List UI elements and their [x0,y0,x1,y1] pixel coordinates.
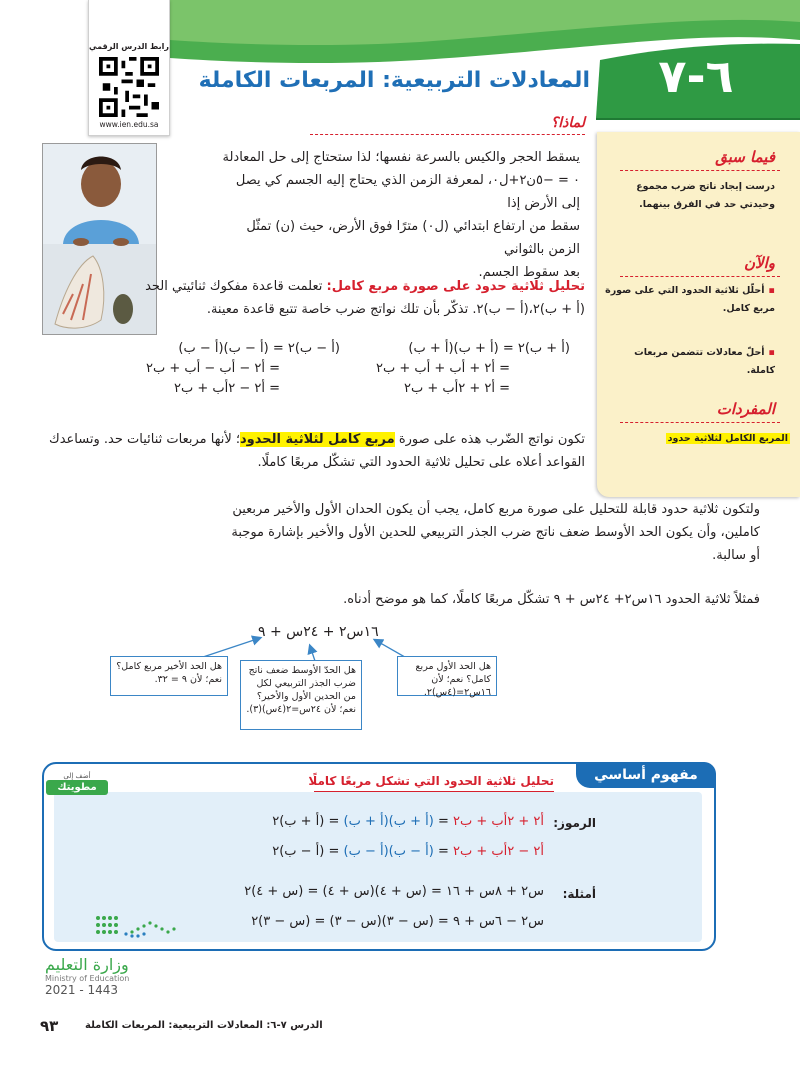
example-expression: ١٦س٢ + ٢٤س + ٩ [258,624,379,640]
why-heading: لماذا؟ [550,115,585,131]
square-difference-expansion: (أ − ب)٢ = (أ − ب)(أ − ب) = أ٢ − أب − أب + ب٢ = أ٢ − ٢أب + ب٢ [145,341,340,396]
ministry-arabic: وزارة التعليم [45,955,129,974]
vocab-underline [620,422,780,423]
now-bullet-1: ▪أحلّل ثلاثية الحدود التي على صورة مربع كامل. [605,285,775,314]
concept-tab: مفهوم أساسي [576,762,716,788]
now-heading: والآن [744,254,775,272]
ministry-logo [45,955,185,1020]
vocab-term[interactable]: المربع الكامل لثلاثية حدود [667,433,788,444]
now-underline [620,276,780,277]
page-footer [40,1015,760,1039]
previous-underline [620,170,780,171]
conditions-paragraph: ولتكون ثلاثية حدود قابلة للتحليل على صورة مربع كامل، يجب أن يكون الحدان الأول والأخير مربعين كاملين، وأن يكون الحد الأوسط ضعف ناتج ضرب الجذر التربيعي للحدين الأول والأخير بإشارة موجبة أو سالبة. [231,502,760,563]
symbols-label: الرموز: [553,816,596,830]
perfect-square-term: مربع كامل لثلاثية الحدود [240,432,395,447]
now-bullet-2: ▪أحلّ معادلات تتضمن مربعات كاملة. [634,347,775,376]
page-number: ٩٣ [40,1017,59,1035]
why-paragraph: يسقط الحجر والكيس بالسرعة نفسها؛ لذا ستحتاج إلى حل المعادلة ٠ = −٥ن٢+ل٠، لمعرفة الزمن الذي يحتاج إليه الجسم كي يصل إلى الأرض إذا سقط من ارتفاع ابتدائي (ل٠) مترًا فوق الأرض، حيث (ن) تمثّل الزمن بالثواني بعد سقوط الجسم. [222,150,580,280]
symbol-row-1: أ٢ + ٢أب + ب٢ = (أ + ب)(أ + ب) = (أ + ب)٢ [272,814,544,829]
key-concept-box [42,762,716,951]
footer-lesson: الدرس ٧-٦: المعادلات التربيعية: المربعات الكاملة [85,1020,323,1031]
vocab-heading: المفردات [716,400,775,418]
why-underline [310,134,585,135]
previous-heading: فيما سبق [715,148,775,166]
factoring-intro: تحليل ثلاثية حدود على صورة مربع كامل: تعلمت قاعدة مفكوك ثنائيتي الحد (أ + ب)٢،(أ − ب)٢. تذكّر بأن تلك نواتج ضرب خاصة تتبع قاعدة معينة. [145,279,585,317]
qr-caption: رابط الدرس الرقمي [89,42,169,51]
ministry-year: 2021 - 1443 [45,983,119,997]
perfect-square-paragraph: تكون نواتج الضّرب هذه على صورة مربع كامل لثلاثية الحدود؛ لأنها مربعات ثنائيات حد. وتساعدك القواعد أعلاه على تحليل ثلاثية الحدود التي تشكّل مربعًا كاملًا. [49,432,585,470]
qr-code-icon[interactable] [97,57,161,117]
ministry-english: Ministry of Education [45,974,130,983]
example-intro: فمثلاً ثلاثية الحدود ١٦س٢+ ٢٤س + ٩ تشكّل مربعًا كاملًا، كما هو موضح أدناه. [343,592,760,607]
callout-first-term: هل الحد الأول مربع كامل؟ نعم؛ لأن ١٦س٢=(٤س)٢. [397,656,497,696]
vision-2030-logo-icon [92,912,184,942]
concept-title: تحليل ثلاثية الحدود التي تشكل مربعًا كاملًا [308,774,554,788]
factoring-heading: تحليل ثلاثية حدود على صورة مربع كامل: [326,279,585,294]
sidebar [597,132,800,497]
symbol-row-2: أ٢ − ٢أب + ب٢ = (أ − ب)(أ − ب) = (أ − ب)٢ [272,844,544,859]
previous-text: درست إيجاد ناتج ضرب مجموع وحيدتي حد في الفرق بينهما. [636,181,775,210]
qr-url[interactable]: www.ien.edu.sa [99,120,159,129]
examples-label: أمثلة: [562,887,596,901]
add-to-foldable-badge[interactable]: أضف إلى مطويتك [46,772,108,798]
callout-last-term: هل الحد الأخير مربع كامل؟ نعم؛ لأن ٩ = ٣٢. [110,656,228,696]
example-row-2: س٢ − ٦س + ٩ = (س − ٣)(س − ٣) = (س − ٣)٢ [251,914,544,929]
callout-middle-term: هل الحدّ الأوسط ضعف ناتج ضرب الجذر التربيعي لكل من الحدين الأول والأخير؟ نعم؛ لأن ٢٤س=٢(٤س)(٣). [240,660,362,730]
example-row-1: س٢ + ٨س + ١٦ = (س + ٤)(س + ٤) = (س + ٤)٢ [244,884,544,899]
square-sum-expansion: (أ + ب)٢ = (أ + ب)(أ + ب) = أ٢ + أب + أب + ب٢ = أ٢ + ٢أب + ب٢ [375,341,570,396]
concept-title-underline [314,791,554,792]
lesson-number: ٦-٧ [658,49,734,103]
qr-panel[interactable] [88,0,170,136]
lesson-title: المعادلات التربيعية: المربعات الكاملة [198,68,590,93]
